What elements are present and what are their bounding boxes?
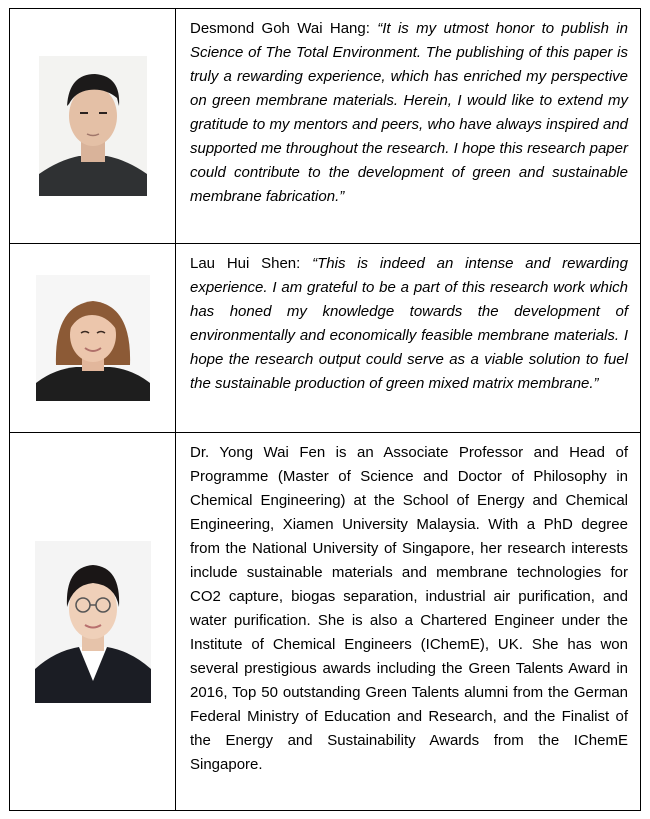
quote-cell [176,9,640,243]
quote-text: “It is my utmost honor to publish in Science of The Total Environment. The publishing of this paper is truly a rewarding experience, which has enriched my perspective on green membrane materials. Herein, I would like to extend my gratitude to my mentors and peers, who have always inspired and supported me throughout the research. I hope this research paper could contribute to the development of green and sustainable membrane fabrication.” [190,20,628,205]
bio-text: Dr. Yong Wai Fen is an Associate Professor and Head of Programme (Master of Science and Doctor of Philosophy in Chemical Engineering) at the School of Energy and Chemical Engineering, Xiamen University Malaysia. With a PhD degree from the National University of Singapore, her research interests include sustainable materials and membrane technologies for CO2 capture, biogas separation, industrial air purification, and water purification. She is also a Chartered Engineer under the Institute of Chemical Engineers (IChemE), UK. She has won several prestigious awards including the Green Talents Award in 2016, Top 50 outstanding Green Talents alumni from the German Federal Ministry of Education and Research, and the Finalist of the Energy and Sustainability Awards from the IChemE Singapore. [190,444,628,773]
portrait-photo-desmond [39,56,147,196]
person-name: Lau Hui Shen: [190,255,313,272]
quote-text: “This is indeed an intense and rewarding experience. I am grateful to be a part of this research work which has honed my knowledge towards the development of environmentally and economically feasible membrane materials. I hope the research output could serve as a viable solution to fuel the sustainable production of green mixed matrix membrane.” [190,255,628,392]
profile-row-yong [10,433,640,810]
profile-row-desmond [10,9,640,244]
quote-cell [176,244,640,432]
bio-cell [176,433,640,810]
quote-paragraph [190,252,628,396]
person-name: Desmond Goh Wai Hang: [190,20,378,37]
portrait-photo-yong [35,541,151,703]
photo-cell [10,9,176,243]
profiles-table [9,8,641,811]
quote-paragraph [190,17,628,209]
portrait-photo-lau [36,275,150,401]
profile-row-lau [10,244,640,433]
photo-cell [10,244,176,432]
photo-cell [10,433,176,810]
